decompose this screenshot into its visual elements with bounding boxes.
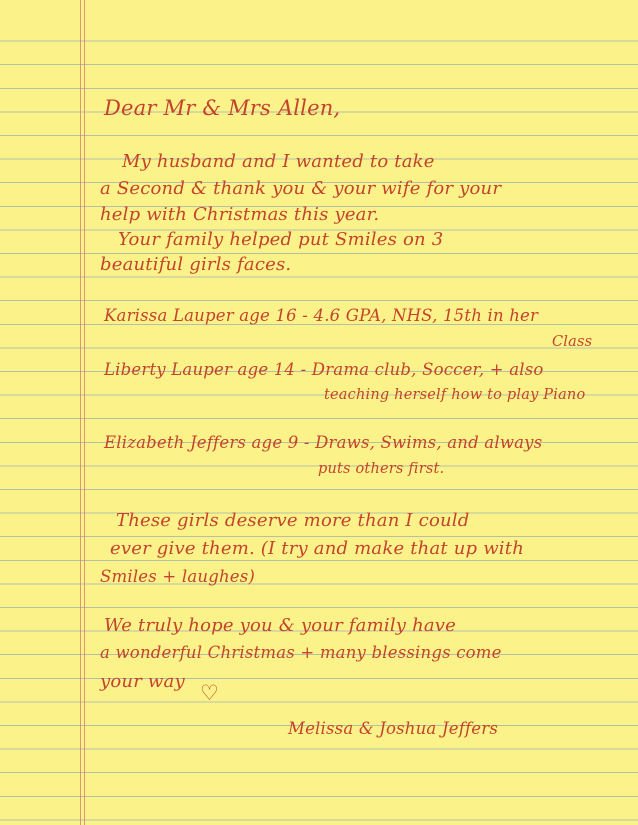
paragraph3-line: We truly hope you & your family have bbox=[104, 615, 457, 636]
paragraph2-line: Smiles + laughes) bbox=[100, 567, 256, 586]
heart-doodle-icon: ♡ bbox=[200, 681, 220, 705]
girl-1-line: Class bbox=[552, 334, 593, 350]
paragraph1-line: help with Christmas this year. bbox=[100, 204, 380, 225]
paragraph1-line: Your family helped put Smiles on 3 bbox=[118, 229, 444, 250]
paragraph2-line: These girls deserve more than I could bbox=[116, 510, 470, 531]
girl-2-line: Liberty Lauper age 14 - Drama club, Soccer, + also bbox=[104, 360, 544, 379]
paragraph3-line: your way bbox=[100, 671, 185, 692]
girl-2-line: teaching herself how to play Piano bbox=[324, 387, 586, 403]
girl-3-line: puts others first. bbox=[318, 461, 445, 477]
girl-3-line: Elizabeth Jeffers age 9 - Draws, Swims, and always bbox=[104, 433, 543, 452]
paragraph1-line: a Second & thank you & your wife for your bbox=[100, 178, 502, 199]
paragraph2-line: ever give them. (I try and make that up with bbox=[110, 538, 524, 559]
paragraph1-line: beautiful girls faces. bbox=[100, 254, 292, 275]
paragraph1-line: My husband and I wanted to take bbox=[122, 151, 435, 172]
signature: Melissa & Joshua Jeffers bbox=[288, 719, 499, 738]
salutation: Dear Mr & Mrs Allen, bbox=[104, 96, 341, 120]
girl-1-line: Karissa Lauper age 16 - 4.6 GPA, NHS, 15th in her bbox=[104, 306, 539, 325]
paragraph3-line: a wonderful Christmas + many blessings come bbox=[100, 643, 502, 662]
